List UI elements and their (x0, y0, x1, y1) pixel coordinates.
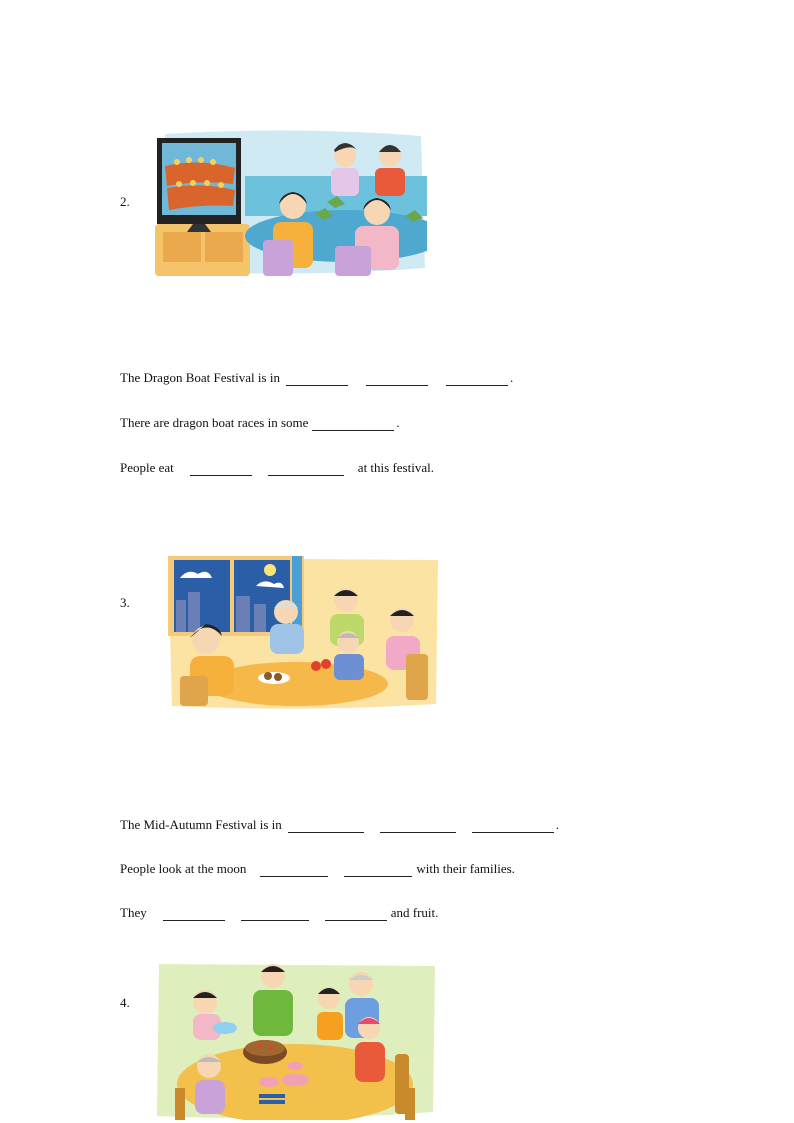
item-number-4: 4. (120, 995, 130, 1010)
sentence-text: There are dragon boat races in some (120, 415, 309, 430)
answer-blank[interactable] (366, 373, 428, 386)
answer-blank[interactable] (288, 820, 364, 833)
answer-blank[interactable] (163, 908, 225, 921)
sentence-2-3 (120, 460, 434, 476)
answer-blank[interactable] (241, 908, 309, 921)
answer-blank[interactable] (286, 373, 348, 386)
sentence-end: and fruit. (390, 905, 439, 920)
sentence-text: The Mid-Autumn Festival is in (120, 817, 282, 832)
sentence-3-2 (120, 861, 515, 877)
sentence-text: People look at the moon (120, 861, 247, 876)
answer-blank[interactable] (268, 463, 344, 476)
item-number-3: 3. (120, 595, 130, 610)
birthday-illustration (155, 962, 437, 1120)
sentence-end: with their families. (416, 861, 515, 876)
sentence-end: . (509, 370, 514, 385)
sentence-end: . (396, 415, 400, 430)
sentence-end: . (555, 817, 560, 832)
dragon-boat-illustration (155, 128, 427, 276)
sentence-2-1 (120, 370, 513, 386)
answer-blank[interactable] (472, 820, 554, 833)
answer-blank[interactable] (312, 418, 394, 431)
item-number-2: 2. (120, 194, 130, 209)
sentence-text: The Dragon Boat Festival is in (120, 370, 280, 385)
sentence-2-2 (120, 415, 400, 431)
sentence-3-1 (120, 817, 559, 833)
sentence-end: at this festival. (357, 460, 434, 475)
sentence-text: They (120, 905, 147, 920)
answer-blank[interactable] (190, 463, 252, 476)
answer-blank[interactable] (380, 820, 456, 833)
sentence-3-3 (120, 905, 438, 921)
mid-autumn-illustration (166, 556, 440, 711)
sentence-text: People eat (120, 460, 174, 475)
answer-blank[interactable] (325, 908, 387, 921)
answer-blank[interactable] (344, 864, 412, 877)
answer-blank[interactable] (260, 864, 328, 877)
answer-blank[interactable] (446, 373, 508, 386)
